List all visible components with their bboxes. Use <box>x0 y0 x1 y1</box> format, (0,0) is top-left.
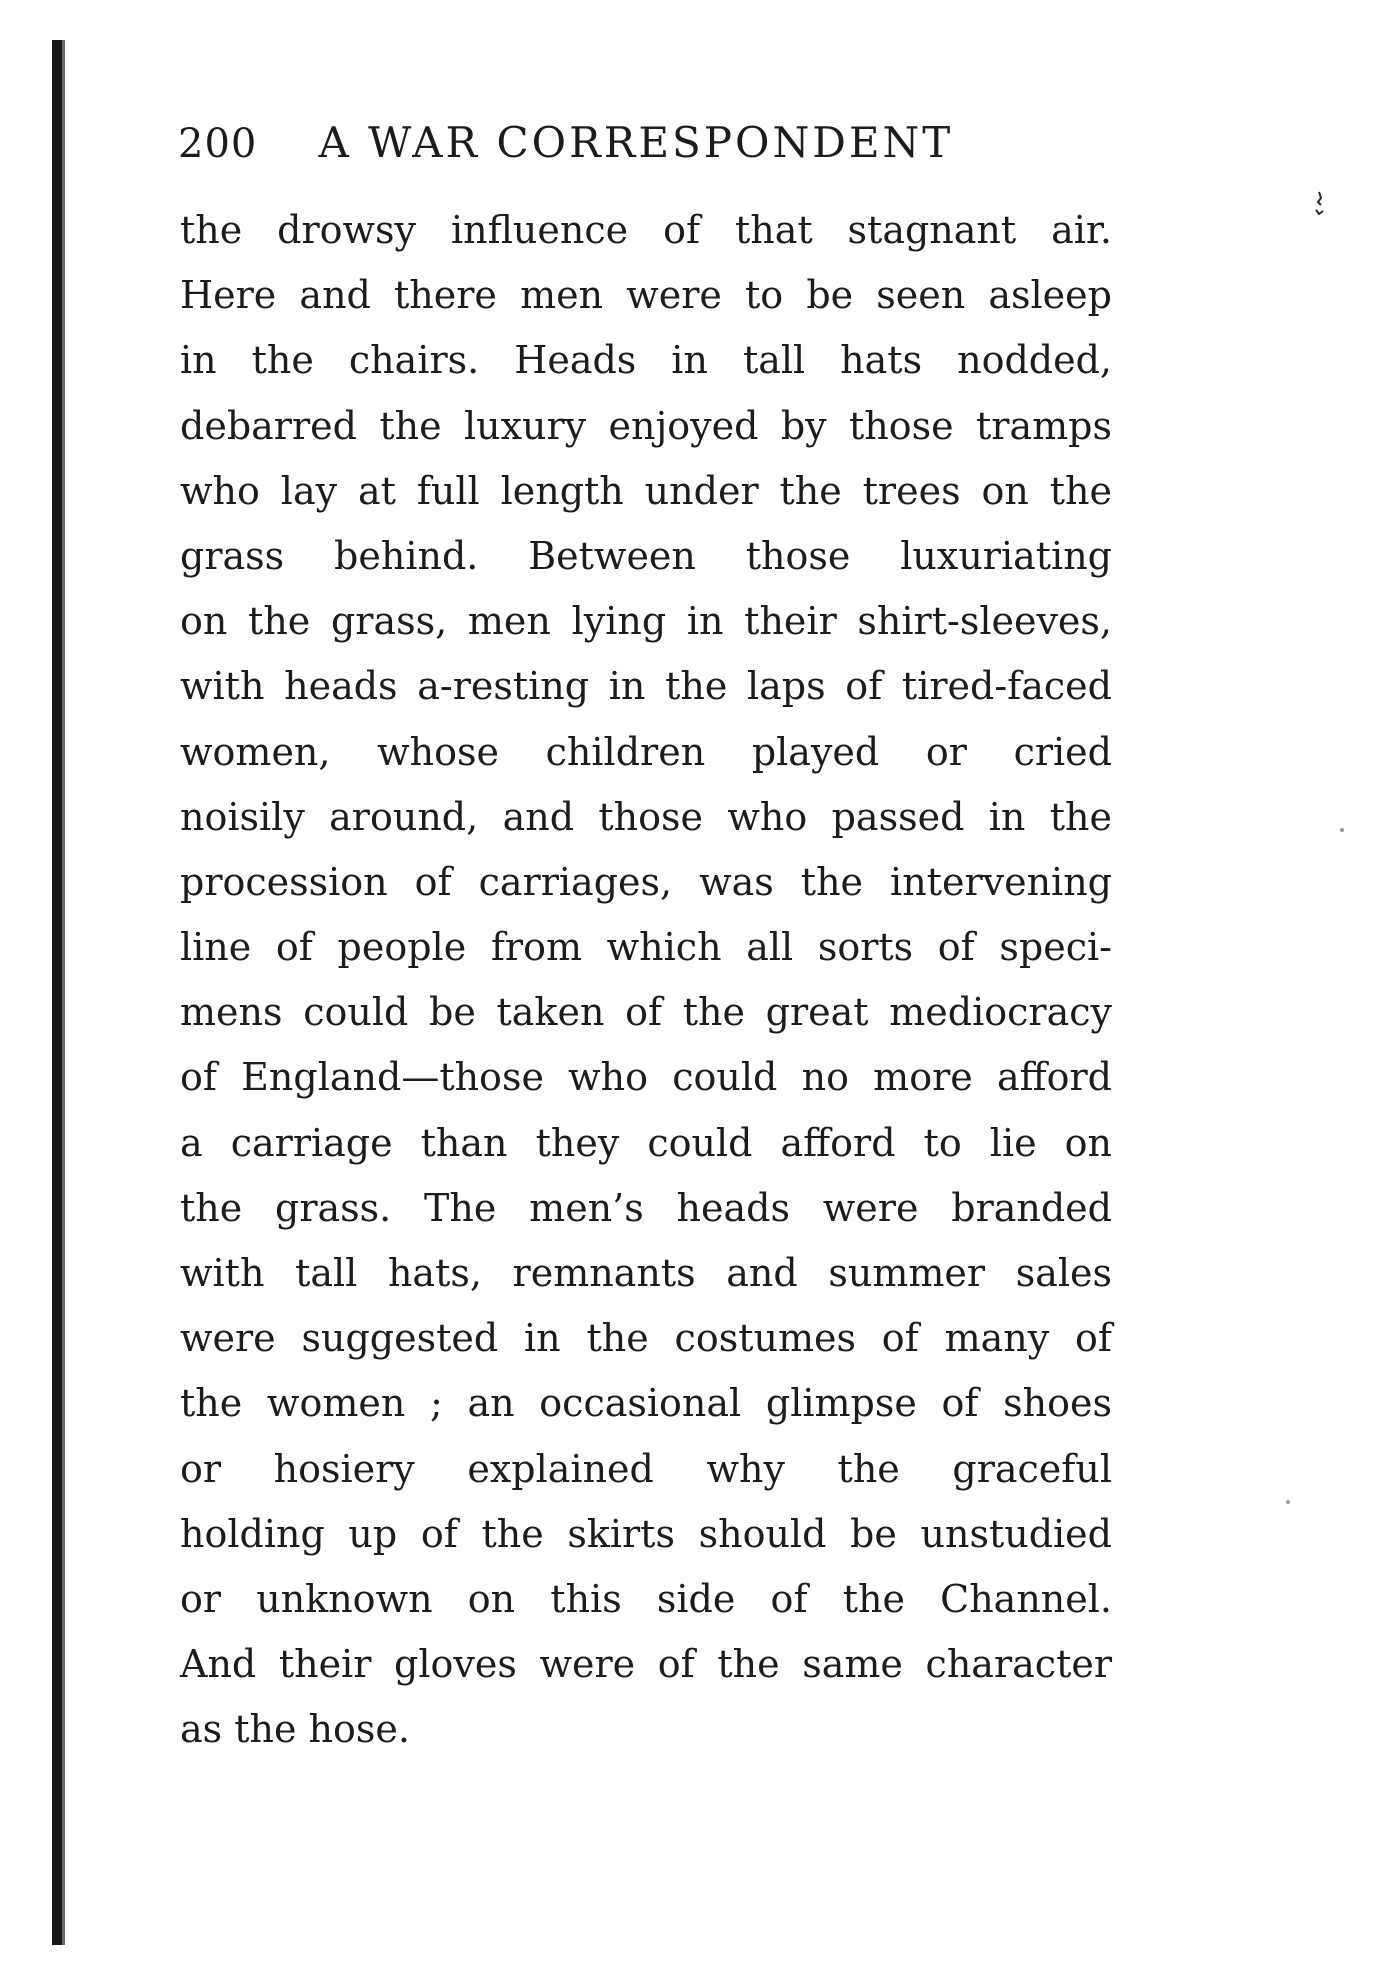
page-number: 200 <box>178 121 258 167</box>
body-text <box>180 198 1112 1763</box>
text-line: And their gloves were of the same character <box>180 1642 1112 1687</box>
text-line: noisily around, and those who passed in the <box>180 794 1112 839</box>
binding-edge <box>52 40 62 1945</box>
text-line: with tall hats, remnants and summer sales <box>180 1251 1112 1295</box>
text-line: procession of carriages, was the intervening <box>180 859 1112 904</box>
text-line: grass behind. Between those luxuriating <box>180 533 1112 578</box>
text-line: or hosiery explained why the graceful <box>180 1446 1112 1491</box>
ink-blot-mark <box>1313 190 1325 220</box>
text-line: or unknown on this side of the Channel. <box>180 1576 1112 1621</box>
text-line: holding up of the skirts should be unstudied <box>180 1511 1112 1556</box>
text-line: the grass. The men’s heads were branded <box>180 1185 1112 1230</box>
text-line: line of people from which all sorts of speci- <box>180 925 1112 970</box>
paper-speck <box>1340 828 1344 832</box>
text-line: the drowsy influence of that stagnant air. <box>180 208 1112 252</box>
text-line: of England—those who could no more afford <box>180 1055 1112 1100</box>
text-line: were suggested in the costumes of many of <box>180 1316 1112 1361</box>
running-head <box>178 118 998 178</box>
text-line: with heads a-resting in the laps of tired-faced <box>180 664 1112 709</box>
binding-edge-shadow <box>62 40 65 1945</box>
text-line: women, whose children played or cried <box>180 729 1112 774</box>
text-line: who lay at full length under the trees on the <box>180 468 1112 513</box>
paper-speck <box>1286 1500 1290 1504</box>
running-title: A WAR CORRESPONDENT <box>318 118 954 167</box>
text-line: in the chairs. Heads in tall hats nodded, <box>180 338 1112 383</box>
text-line: as the hose. <box>180 1707 410 1752</box>
text-line: Here and there men were to be seen asleep <box>180 273 1112 318</box>
text-line: debarred the luxury enjoyed by those tramps <box>180 403 1112 448</box>
text-line: mens could be taken of the great mediocracy <box>180 990 1112 1035</box>
text-line: the women ; an occasional glimpse of shoes <box>180 1381 1112 1426</box>
text-line: on the grass, men lying in their shirt-sleeves, <box>180 599 1112 644</box>
text-line: a carriage than they could afford to lie on <box>180 1120 1112 1165</box>
